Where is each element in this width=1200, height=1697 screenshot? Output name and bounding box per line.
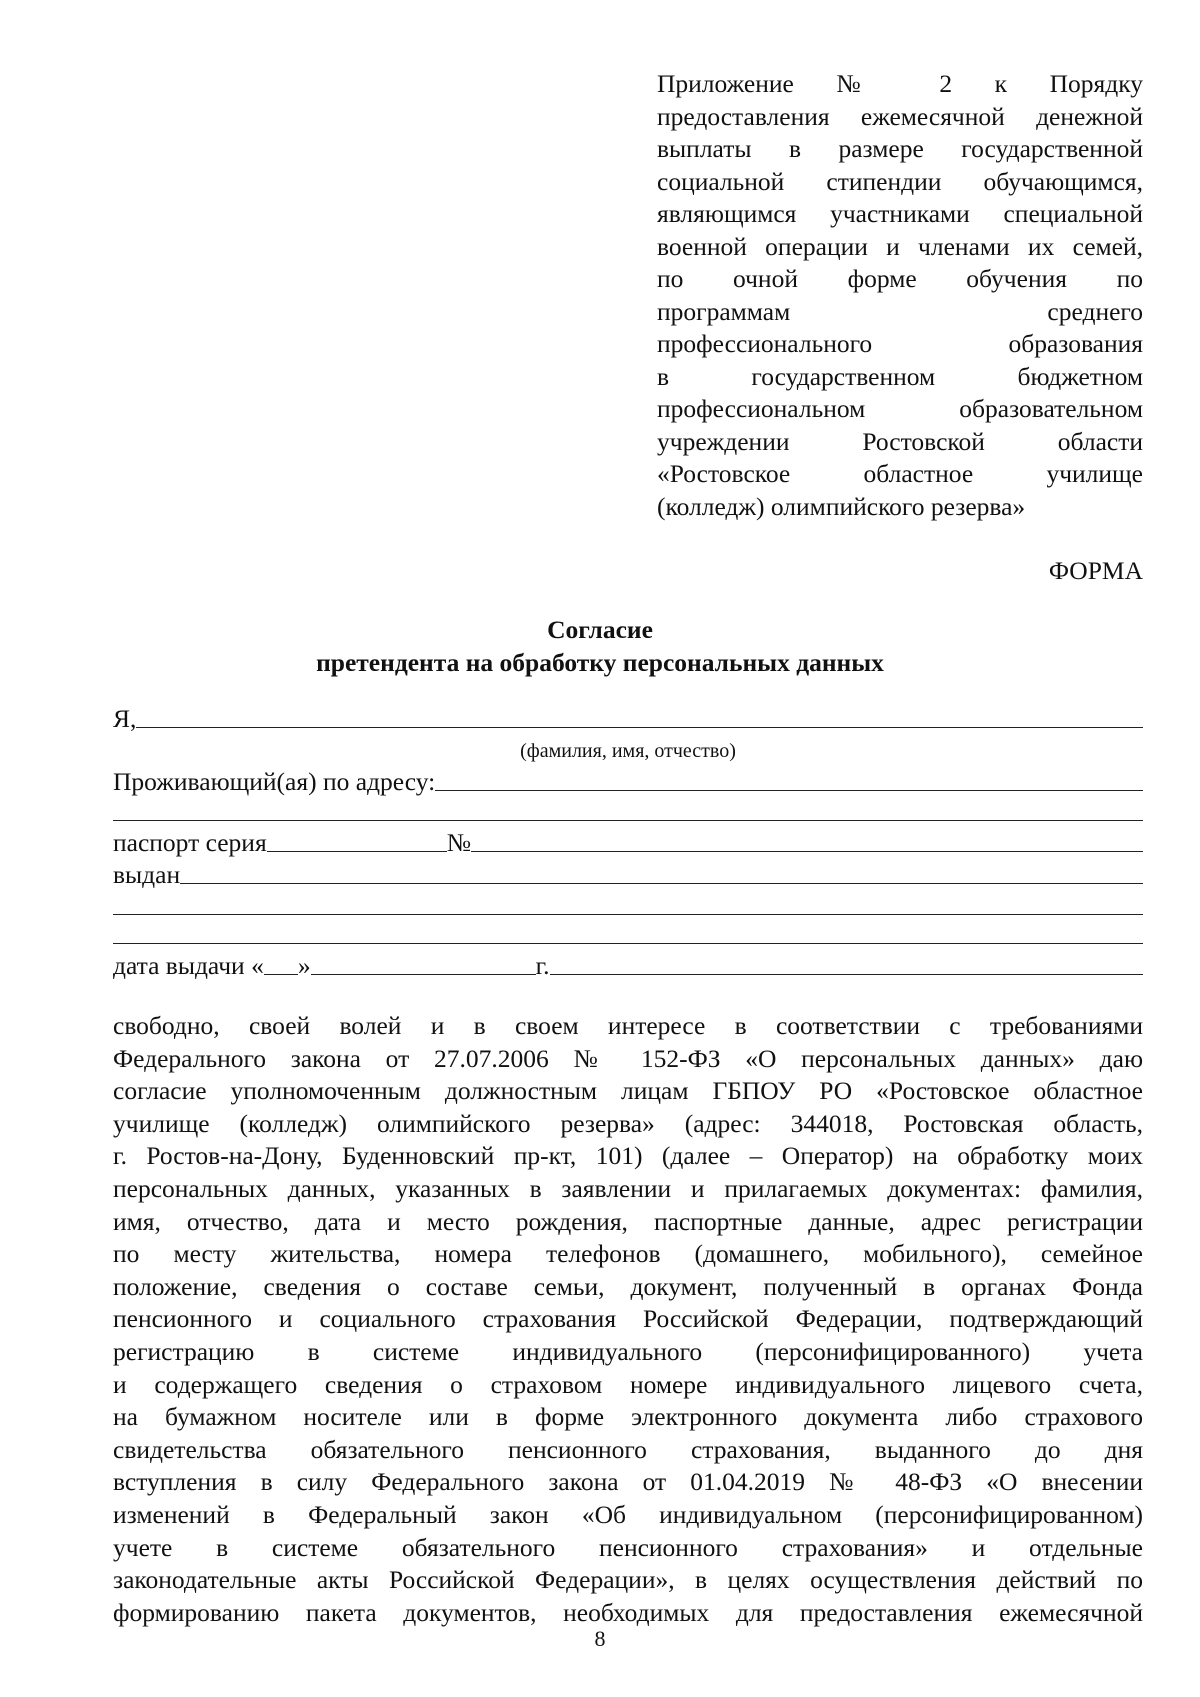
appendix-line: выплаты в размере государственной (657, 134, 1143, 163)
appendix-line: «Ростовское областное училище (657, 459, 1143, 488)
appendix-line: (колледж) олимпийского резерва» (657, 491, 1026, 521)
issue-year-label: г. (535, 951, 550, 980)
issued-field-continued[interactable] (113, 943, 1143, 944)
consent-line: регистрацию в системе индивидуального (персонифицированного) учета (113, 1336, 1143, 1366)
appendix-line: по очной форме обучения по (657, 264, 1143, 293)
consent-line: формированию пакета документов, необходимых для предоставления ежемесячной (113, 1597, 1143, 1627)
ya-label: Я, (113, 704, 137, 733)
appendix-line: учреждении Ростовской области (657, 426, 1143, 456)
issued-label: выдан (113, 860, 181, 889)
passport-number-field[interactable] (471, 851, 1143, 852)
fio-field[interactable] (136, 727, 1143, 728)
issue-month-field[interactable] (311, 974, 536, 975)
passport-row (113, 826, 1143, 858)
consent-line: согласие уполномоченным должностным лицам ГБПОУ РО «Ростовское областное (113, 1076, 1143, 1106)
address-field[interactable] (435, 790, 1143, 791)
fio-caption: (фамилия, имя, отчество) (520, 740, 736, 762)
page-number: 8 (594, 1626, 606, 1651)
appendix-line: являющимся участниками специальной (657, 199, 1143, 228)
document-title: Согласие (547, 615, 653, 644)
appendix-line: социальной стипендии обучающимся, (657, 166, 1143, 196)
consent-line: имя, отчество, дата и место рождения, паспортные данные, адрес регистрации (113, 1206, 1143, 1236)
issued-field[interactable] (180, 883, 1143, 884)
consent-line: училище (колледж) олимпийского резерва» (адрес: 344018, Ростовская область, (113, 1108, 1143, 1138)
consent-line: положение, сведения о составе семьи, документ, полученный в органах Фонда (113, 1271, 1143, 1301)
address-field-continued[interactable] (113, 820, 1143, 821)
consent-line: законодательные акты Российской Федерации», в целях осуществления действий по (113, 1565, 1143, 1595)
issue-extra-field[interactable] (550, 974, 1143, 975)
appendix-header (657, 68, 1143, 523)
document-subtitle: претендента на обработку персональных данных (316, 648, 884, 677)
consent-line: учете в системе обязательного пенсионного страхования» и отдельные (113, 1532, 1143, 1562)
appendix-line: военной операции и членами их семей, (657, 231, 1143, 261)
consent-line: и содержащего сведения о страховом номере индивидуального лицевого счета, (113, 1369, 1143, 1399)
passport-series-field[interactable] (267, 851, 447, 852)
consent-line: изменений в Федеральный закон «Об индивидуальном (персонифицированном) (113, 1499, 1143, 1529)
appendix-line: профессиональном образовательном (657, 394, 1143, 423)
issue-day-field[interactable] (264, 974, 298, 975)
consent-line: по месту жительства, номера телефонов (домашнего, мобильного), семейное (113, 1239, 1143, 1269)
appendix-line: предоставления ежемесячной денежной (657, 101, 1143, 131)
consent-line: г. Ростов-на-Дону, Буденновский пр-кт, 101) (далее – Оператор) на обработку моих (113, 1141, 1143, 1171)
appendix-line: профессионального образования (657, 329, 1143, 358)
consent-line: Федерального закона от 27.07.2006 № 152-ФЗ «О персональных данных» даю (113, 1043, 1143, 1073)
consent-line: вступления в силу Федерального закона от 01.04.2019 № 48-ФЗ «О внесении (113, 1467, 1143, 1497)
consent-text (113, 1010, 1143, 1629)
issue-date-quote: » (297, 951, 311, 980)
address-label: Проживающий(ая) по адресу: (113, 767, 436, 796)
address-row (113, 765, 1143, 797)
passport-number-label: № (446, 828, 472, 857)
issued-row (113, 858, 1143, 890)
consent-line: персональных данных, указанных в заявлении и прилагаемых документах: фамилия, (113, 1173, 1143, 1203)
consent-line: свободно, своей волей и в своем интересе в соответствии с требованиями (113, 1011, 1143, 1040)
consent-line: свидетельства обязательного пенсионного страхования, выданного до дня (113, 1434, 1143, 1464)
consent-line: пенсионного и социального страхования Российской Федерации, подтверждающий (113, 1304, 1143, 1334)
consent-line: на бумажном носителе или в форме электронного документа либо страхового (113, 1402, 1143, 1432)
appendix-line: программам среднего (657, 296, 1143, 326)
fio-row (113, 702, 1143, 734)
appendix-line: Приложение № 2 к Порядку (657, 69, 1143, 98)
passport-series-label: паспорт серия (113, 828, 267, 857)
issued-field-continued[interactable] (113, 914, 1143, 915)
appendix-line: в государственном бюджетном (657, 361, 1143, 391)
issue-date-row (113, 949, 1143, 981)
form-label: ФОРМА (1048, 556, 1143, 585)
issue-date-label: дата выдачи « (113, 951, 264, 980)
